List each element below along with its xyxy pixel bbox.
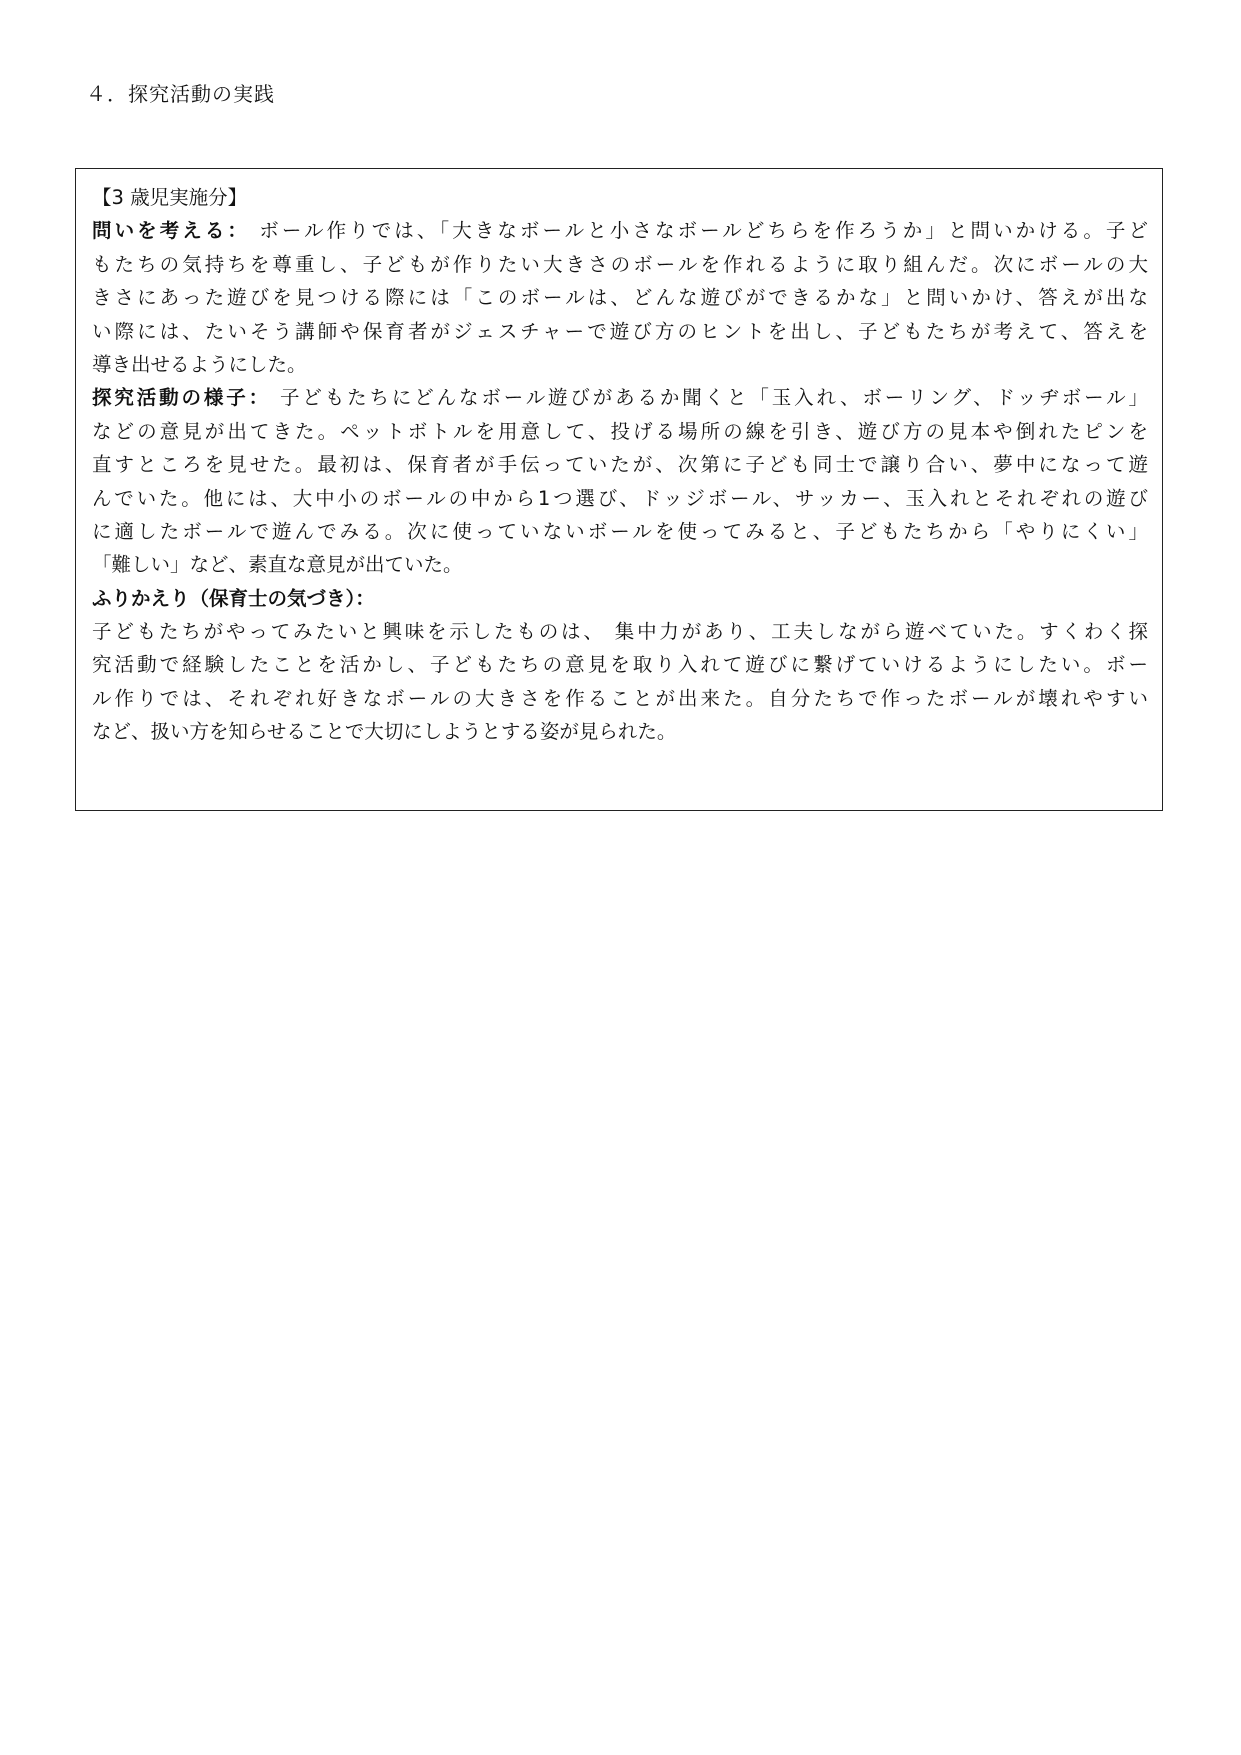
page-heading: ４．探究活動の実践 — [86, 82, 275, 106]
activity-line-2: などの意見が出てきた。ペットボトルを用意して、投げる場所の線を引き、遊び方の見本や倒れたピンを — [92, 419, 1148, 443]
questions-line-3: きさにあった遊びを見つける際には「このボールは、どんな遊びができるかな」と問いかけ、答えが出な — [92, 286, 1148, 310]
questions-line-5: 導き出せるようにした。 — [92, 352, 307, 376]
activity-line-6: 「難しい」など、素直な意見が出ていた。 — [92, 553, 463, 577]
reflection-line-1: 子どもたちがやってみたいと興味を示したものは、 集中力があり、工夫しながら遊べていた。すくわく探 — [92, 620, 1148, 644]
report-content — [92, 181, 1148, 749]
activity-text-1: 子どもたちにどんなボール遊びがあるか聞くと「玉入れ、ボーリング、ドッヂボール」 — [270, 386, 1148, 410]
reflection-heading — [92, 582, 1148, 615]
questions-label: 問いを考える： — [92, 219, 250, 243]
reflection-label: ふりかえり（保育士の気づき）： — [92, 586, 375, 610]
reflection-line-4: など、扱い方を知らせることで大切にしようとする姿が見られた。 — [92, 720, 677, 744]
activity-line-1 — [92, 381, 1148, 414]
questions-line-2: もたちの気持ちを尊重し、子どもが作りたい大きさのボールを作れるように取り組んだ。次にボールの大 — [92, 252, 1148, 276]
questions-line-4: い際には、たいそう講師や保育者がジェスチャーで遊び方のヒントを出し、子どもたちが考えて、答えを — [92, 319, 1148, 343]
activity-label: 探究活動の様子： — [92, 386, 271, 410]
reflection-line-3: ル作りでは、それぞれ好きなボールの大きさを作ることが出来た。自分たちで作ったボールが壊れやすい — [92, 686, 1148, 710]
questions-text-1: ボール作りでは、「大きなボールと小さなボールどちらを作ろうか」と問いかける。子ど — [249, 219, 1148, 243]
reflection-line-2: 究活動で経験したことを活かし、子どもたちの意見を取り入れて遊びに繋げていけるようにしたい。ボー — [92, 653, 1148, 677]
report-box — [75, 168, 1163, 811]
activity-line-3: 直すところを見せた。最初は、保育者が手伝っていたが、次第に子ども同士で譲り合い、夢中になって遊 — [92, 453, 1148, 477]
section-title: 【3 歳児実施分】 — [92, 186, 248, 209]
activity-line-5: に適したボールで遊んでみる。次に使っていないボールを使ってみると、子どもたちから「やりにくい」 — [92, 519, 1148, 543]
questions-line-1 — [92, 214, 1148, 247]
activity-line-4: んでいた。他には、大中小のボールの中から1つ選び、ドッジボール、サッカー、玉入れとそれぞれの遊び — [92, 486, 1148, 510]
